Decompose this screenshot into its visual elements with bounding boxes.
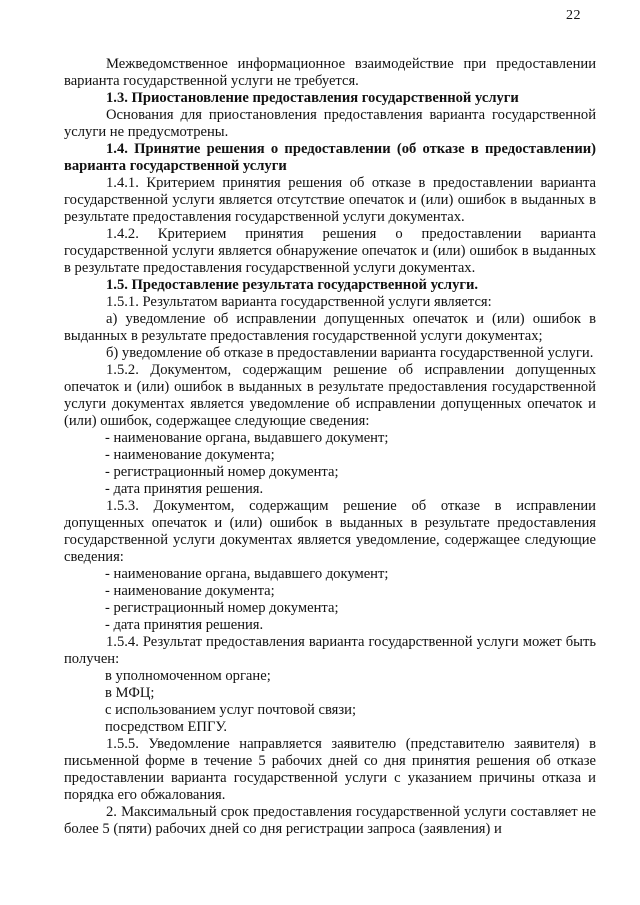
paragraph-interagency: Межведомственное информационное взаимодействие при предоставлении варианта государственной услуги не требуется. (64, 56, 596, 89)
list-item: - наименование органа, выдавшего документ; (105, 430, 389, 446)
paragraph-1-4-2: 1.4.2. Критерием принятия решения о предоставлении варианта государственной услуги является обнаружение опечаток и (или) ошибок в выданных в результате предоставления государственной услуги документах. (64, 226, 596, 276)
list-item: в уполномоченном органе; (105, 668, 271, 684)
heading-1-3: 1.3. Приостановление предоставления государственной услуги (106, 90, 519, 106)
list-item: в МФЦ; (105, 685, 155, 701)
paragraph-result-b: б) уведомление об отказе в предоставлении варианта государственной услуги. (106, 345, 594, 361)
list-item: с использованием услуг почтовой связи; (105, 702, 357, 718)
list-item: - дата принятия решения. (105, 481, 264, 497)
page-number: 22 (566, 8, 581, 23)
paragraph-1-4-1: 1.4.1. Критерием принятия решения об отказе в предоставлении варианта государственной услуги является отсутствие опечаток и (или) ошибок в выданных в результате предоставления государственной услуги документах. (64, 175, 596, 225)
list-item: - регистрационный номер документа; (105, 600, 339, 616)
list-item: - наименование документа; (105, 583, 275, 599)
paragraph-2: 2. Максимальный срок предоставления государственной услуги составляет не более 5 (пяти) рабочих дней со дня регистрации запроса (заявления) и (64, 804, 596, 837)
list-item: - регистрационный номер документа; (105, 464, 339, 480)
list-item: - дата принятия решения. (105, 617, 264, 633)
paragraph-1-5-5: 1.5.5. Уведомление направляется заявителю (представителю заявителя) в письменной форме в течение 5 рабочих дней со дня принятия решения об отказе предоставлении варианта государственной услуги с указанием причины отказа и порядка его обжалования. (64, 736, 596, 803)
list-item: - наименование органа, выдавшего документ; (105, 566, 389, 582)
heading-1-5: 1.5. Предоставление результата государственной услуги. (106, 277, 479, 293)
list-item: посредством ЕПГУ. (105, 719, 227, 735)
paragraph-result-a: а) уведомление об исправлении допущенных опечаток и (или) ошибок в выданных в результате предоставления государственной услуги документах; (64, 311, 596, 344)
paragraph-1-5-3: 1.5.3. Документом, содержащим решение об отказе в исправлении допущенных опечаток и (или) ошибок в выданных в результате предоставления государственной услуги документах является уведомление, содержащее следующие сведения: (64, 498, 596, 565)
paragraph-1-5-1: 1.5.1. Результатом варианта государственной услуги является: (106, 294, 492, 310)
heading-1-4: 1.4. Принятие решения о предоставлении (об отказе в предоставлении) варианта государственной услуги (64, 141, 596, 174)
paragraph-1-5-2: 1.5.2. Документом, содержащим решение об исправлении допущенных опечаток и (или) ошибок в выданных в результате предоставления государственной услуги документах является уведомление об исправлении допущенных опечаток и (или) ошибок, содержащее следующие сведения: (64, 362, 596, 429)
list-item: - наименование документа; (105, 447, 275, 463)
document-body (64, 56, 596, 838)
paragraph-1-5-4: 1.5.4. Результат предоставления варианта государственной услуги может быть получен: (64, 634, 596, 667)
paragraph-suspension-grounds: Основания для приостановления предоставления варианта государственной услуги не предусмотрены. (64, 107, 596, 140)
